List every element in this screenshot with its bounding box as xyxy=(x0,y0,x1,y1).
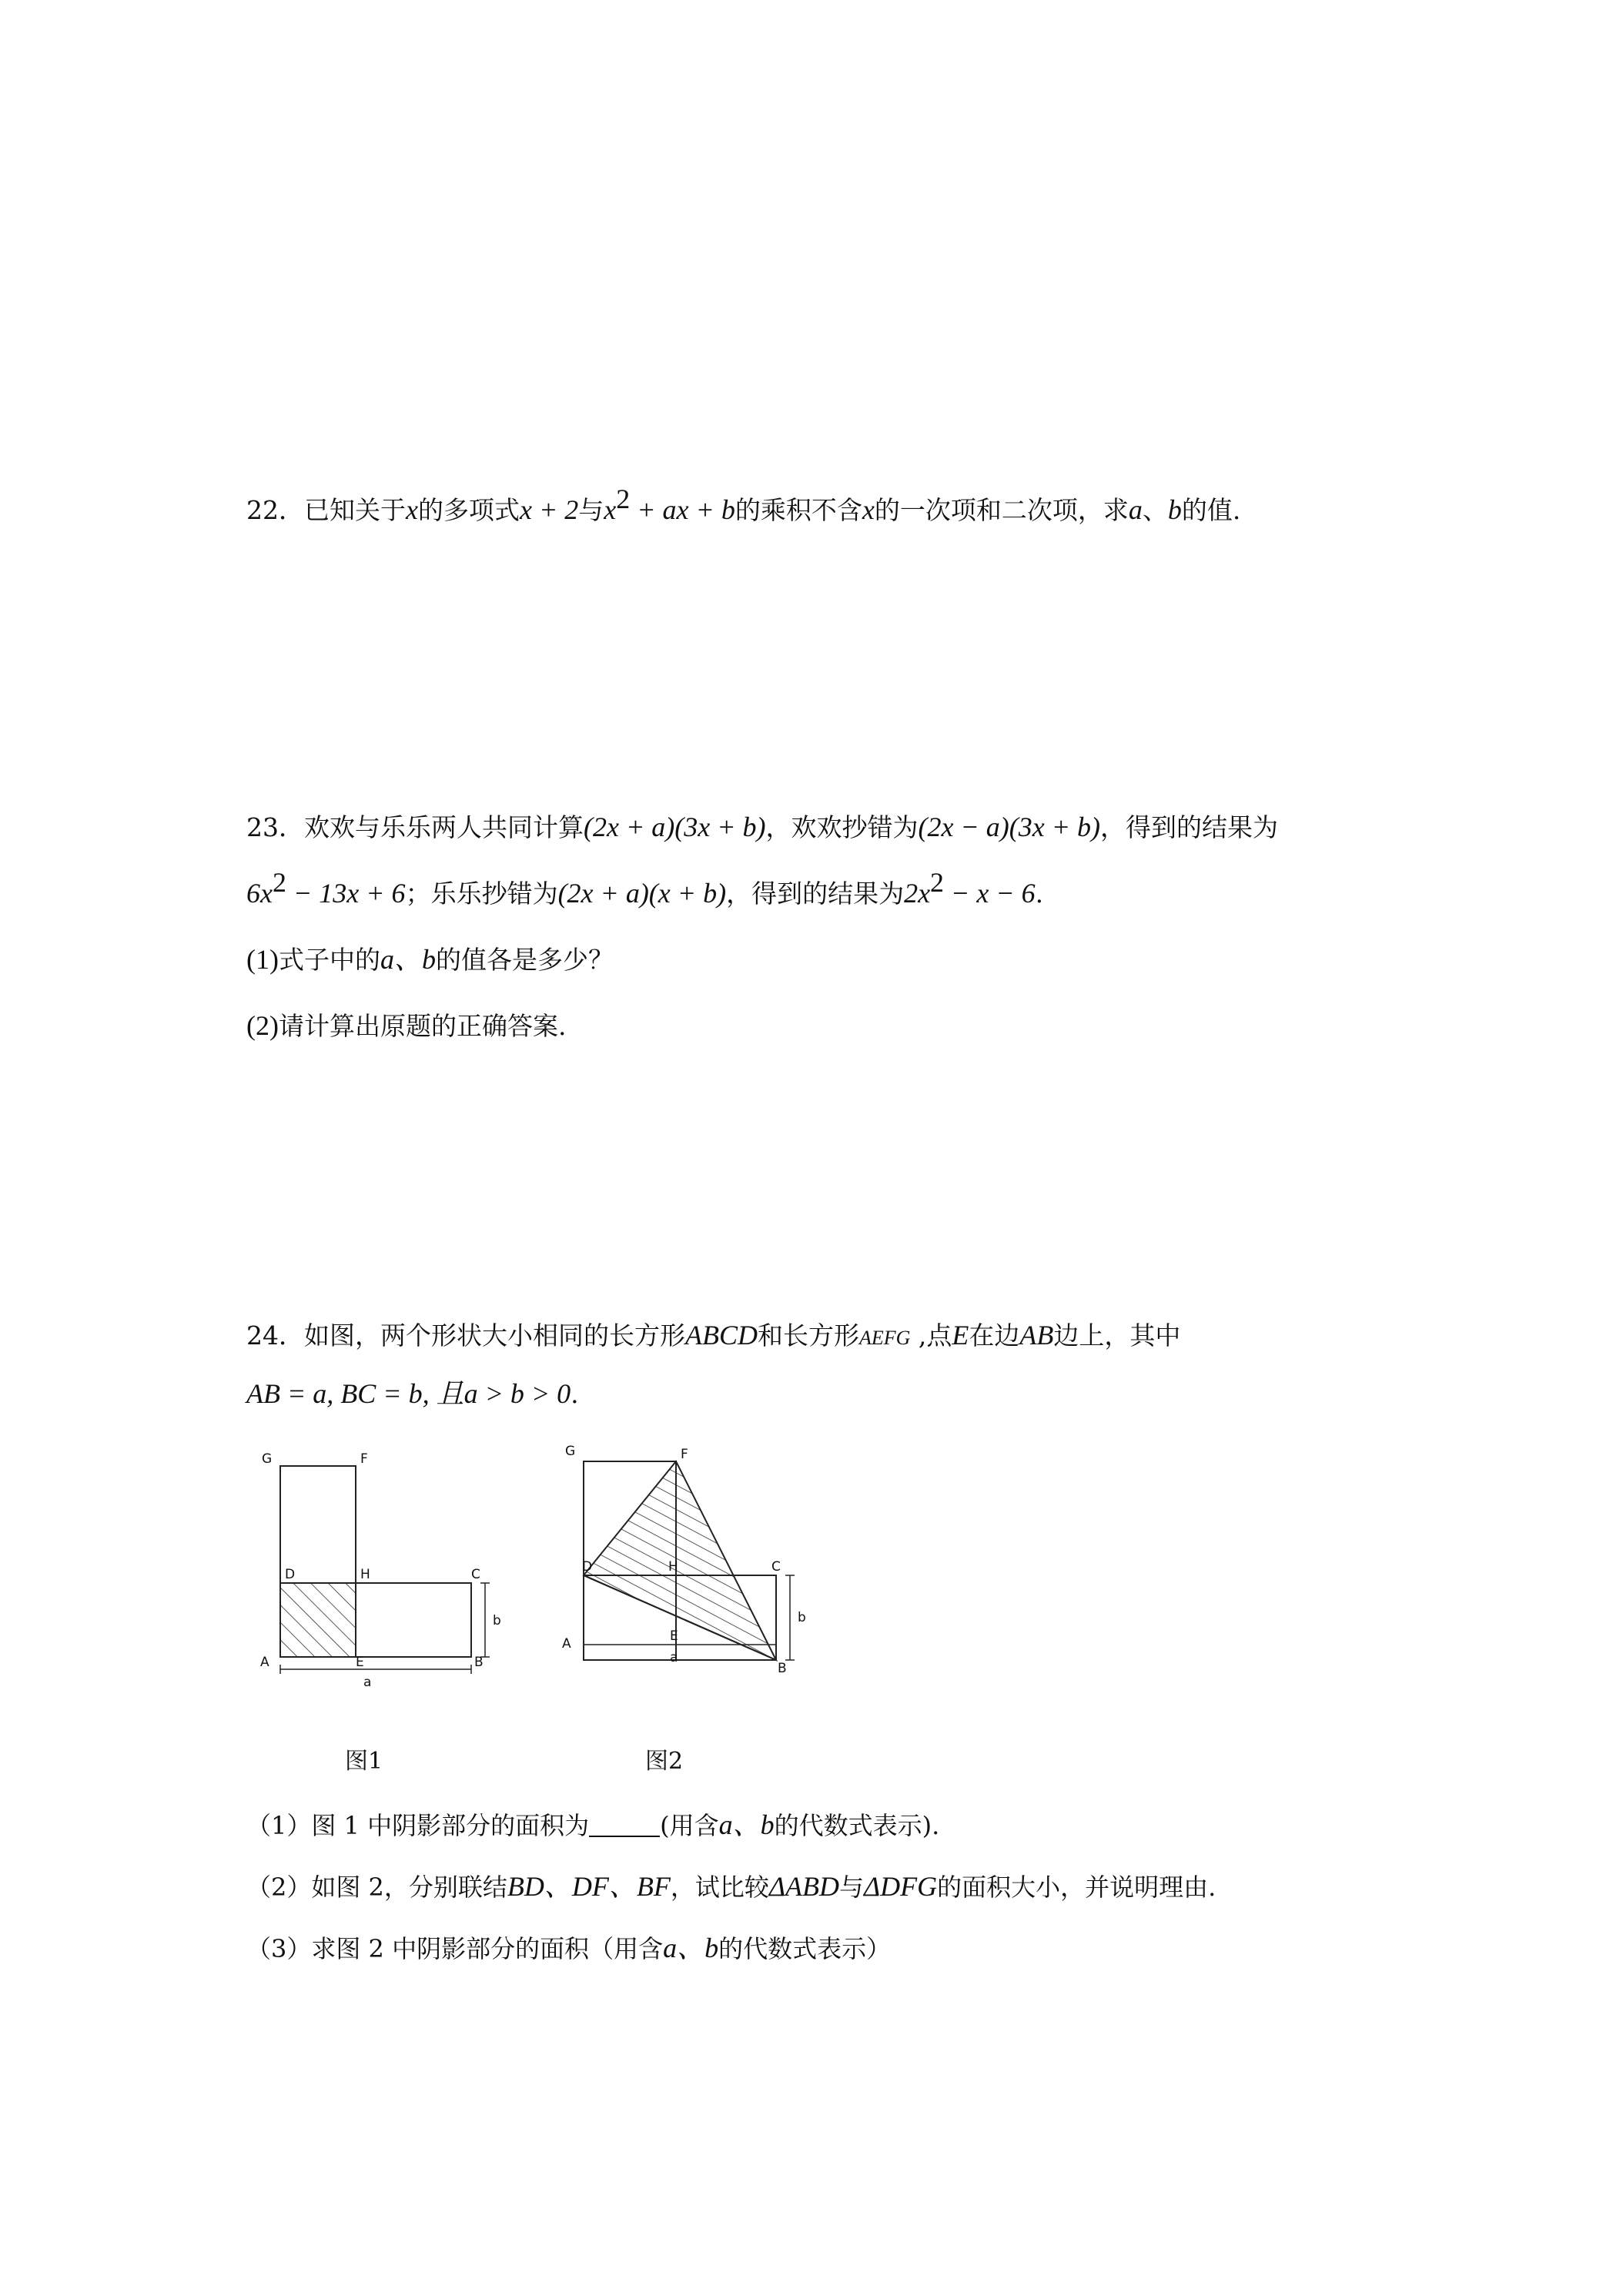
figure-2-label-b-length: b xyxy=(798,1610,806,1625)
q23-line-2: $6x^2 - 13x + 6$；乐乐抄错为(2x + a)(x + b)，得到的结果为$2x^2 - x - 6$. xyxy=(246,867,1044,909)
figure-1-label-h: H xyxy=(360,1567,370,1582)
figure-2-label-a-point: A xyxy=(562,1636,571,1652)
figure-2-shaded-triangle xyxy=(584,1461,776,1660)
figure-1 xyxy=(246,1432,524,1697)
q22-poly2: $x^2$ + ax + b xyxy=(604,484,735,525)
figure-2-label-h: H xyxy=(668,1559,678,1575)
figure-1-label-e: E xyxy=(356,1655,364,1670)
q23-expr-le: (2x + a)(x + b) xyxy=(557,878,727,909)
q24-part1-answer-blank[interactable] xyxy=(589,1811,660,1837)
q23-line-1: 23．欢欢与乐乐两人共同计算(2x + a)(3x + b)，欢欢抄错为(2x − a)(3x + b)，得到的结果为 xyxy=(246,812,1278,842)
q23-number: 23． xyxy=(246,812,304,842)
figure-2-diagram xyxy=(554,1432,832,1694)
figure-1-label-g: G xyxy=(262,1451,273,1467)
q23-expr-original: (2x + a)(3x + b) xyxy=(584,812,766,842)
figure-1-shaded-region xyxy=(280,1583,356,1657)
figure-2-label-e: E xyxy=(670,1628,678,1644)
q24-condition: AB = a, BC = b, 且a > b > 0 xyxy=(246,1378,571,1409)
figure-1-label-d: D xyxy=(285,1567,296,1582)
q23-part1: (1)式子中的a、b的值各是多少？ xyxy=(246,944,614,975)
figure-1-label-b-point: B xyxy=(474,1655,484,1670)
q22-poly1: x + 2 xyxy=(519,494,579,525)
q24-line-2: AB = a, BC = b, 且a > b > 0. xyxy=(246,1378,579,1409)
figure-2-caption: 图2 xyxy=(645,1748,684,1775)
q24-number: 24． xyxy=(246,1320,304,1350)
q23-part1-number: (1) xyxy=(246,944,279,975)
q24-part3: （3）求图 2 中阴影部分的面积（用含a、b的代数式表示） xyxy=(246,1933,892,1963)
figure-2-label-b-point: B xyxy=(778,1661,787,1676)
figure-1-diagram xyxy=(246,1432,524,1694)
figure-2-label-c: C xyxy=(771,1559,781,1575)
figure-2-label-f: F xyxy=(681,1447,688,1462)
figure-2 xyxy=(554,1432,832,1697)
figure-2-label-d: D xyxy=(582,1559,593,1575)
q23-part2: (2)请计算出原题的正确答案. xyxy=(246,1010,567,1041)
figure-1-label-a-length: a xyxy=(363,1675,372,1690)
q23-expr-huan: (2x − a)(3x + b) xyxy=(918,812,1100,842)
figure-1-label-a-point: A xyxy=(260,1655,269,1670)
q24-part1: （1）图 1 中阴影部分的面积为 (用含a、b的代数式表示). xyxy=(246,1809,940,1840)
figure-1-caption: 图1 xyxy=(345,1748,383,1775)
q23-part2-number: (2) xyxy=(246,1010,279,1041)
q23-result-le: $2x^2 - x - 6$ xyxy=(904,867,1036,909)
figure-2-label-a-length: a xyxy=(670,1650,678,1665)
q24-part2: （2）如图 2，分别联结BD、DF、BF，试比较ΔABD与ΔDFG的面积大小，并说明理由. xyxy=(246,1871,1216,1902)
q23-result-huan: $6x^2 - 13x + 6$ xyxy=(246,867,406,909)
figure-1-label-b-length: b xyxy=(493,1613,501,1628)
figure-1-label-f: F xyxy=(360,1451,368,1467)
q22-number: 22． xyxy=(246,495,304,525)
q24-line-1: 24．如图，两个形状大小相同的长方形ABCD和长方形AEFG ,点E在边AB边上，其中 xyxy=(246,1320,1181,1350)
q22-line: 22．已知关于x的多项式x + 2与$x^2$ + ax + b的乘积不含x的一次项和二次项，求a、b的值. xyxy=(246,484,1241,525)
figure-1-label-c: C xyxy=(471,1567,480,1582)
figure-2-label-g: G xyxy=(565,1444,576,1459)
